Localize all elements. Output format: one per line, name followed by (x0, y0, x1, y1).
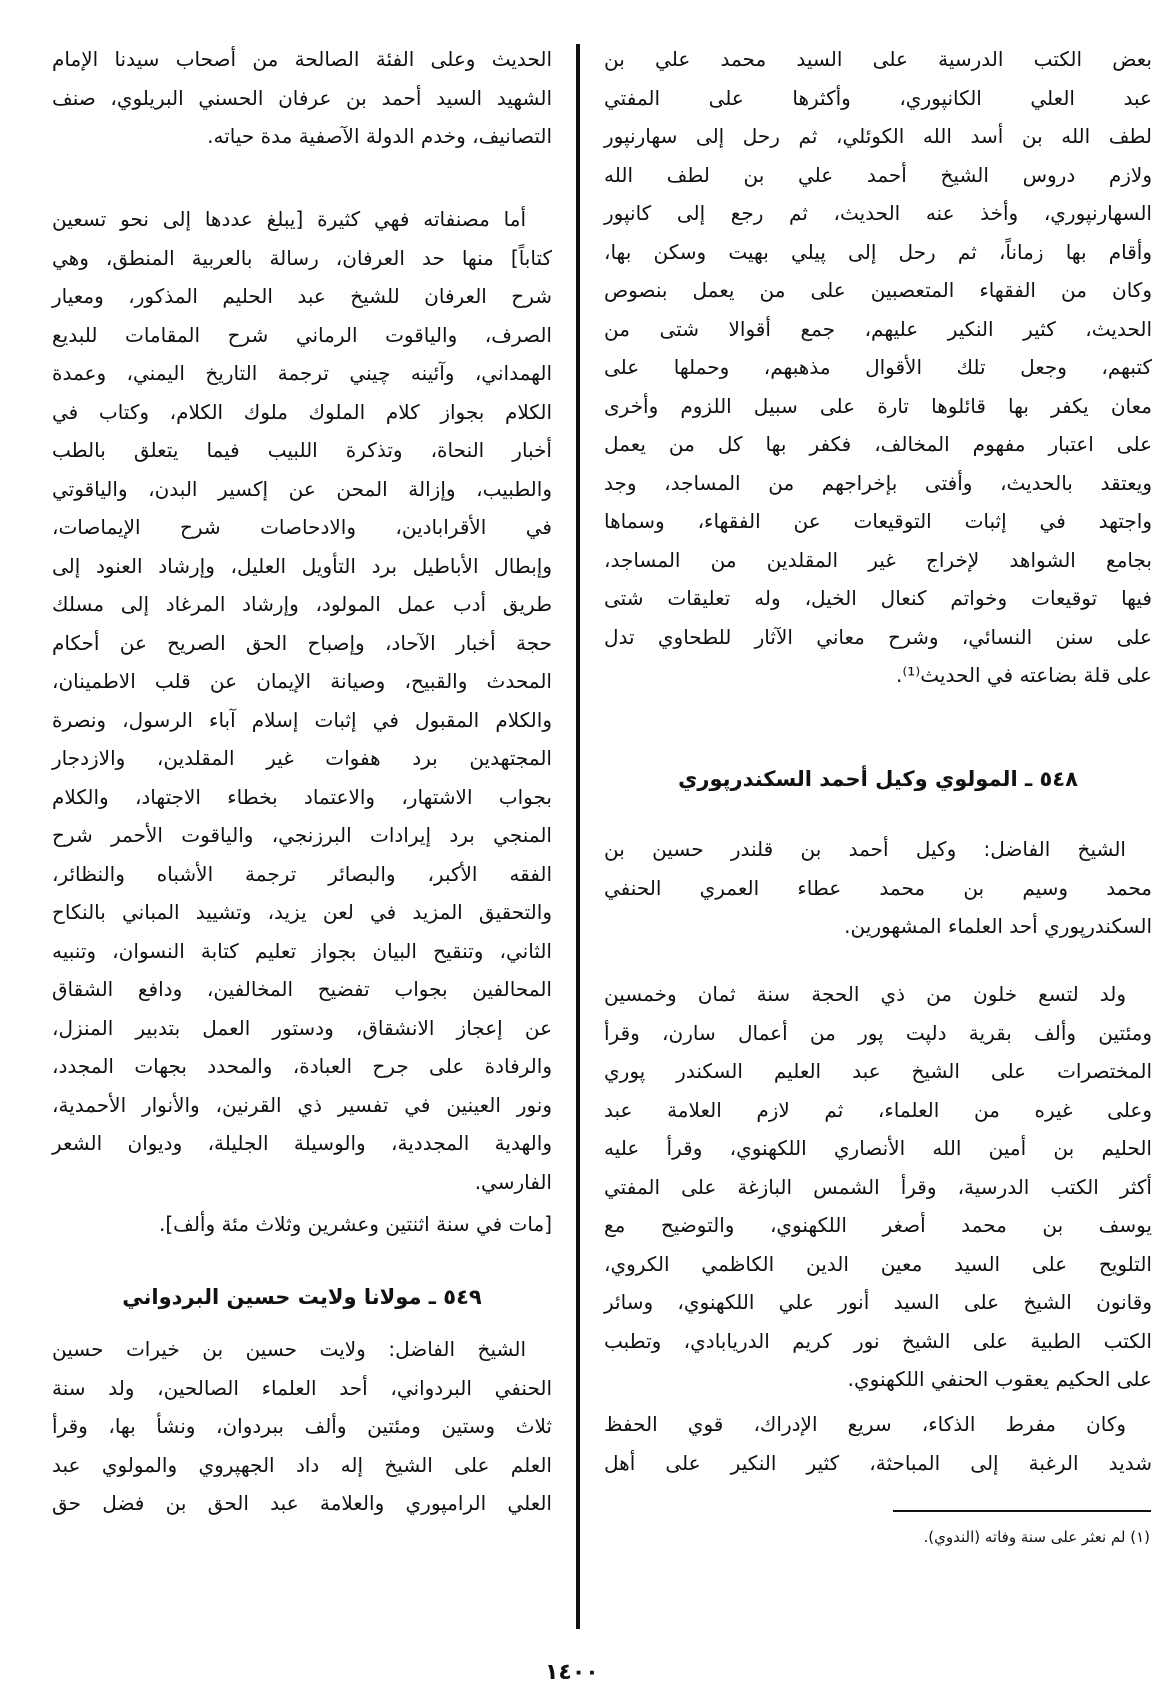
column-divider (576, 44, 580, 1629)
text-line: بجامع الشواهد لإخراج غير المقلدين من المساجد، (604, 547, 1152, 572)
text-line: العلم على الشيخ إله داد الجهپروي والمولوي عبد (52, 1452, 552, 1477)
text-line: الكتب الطبية على الشيخ نور كريم الدريابادي، وتطبب (604, 1328, 1152, 1353)
text-line: والرفادة على جرح العبادة، والمحدد بجهات المجدد، (52, 1054, 552, 1078)
text-line: حجة أخبار الآحاد، وإصباح الحق الصريح عن أحكام (52, 630, 552, 655)
text-line: ثلاث وستين ومئتين وألف ببردوان، ونشأ بها، وقرأ (52, 1414, 552, 1438)
text-line: الشيخ الفاضل: ولايت حسين بن خيرات حسين (52, 1337, 526, 1361)
footnote: (١) لم نعثر على سنة وفاته (الندوي). (923, 1528, 1150, 1546)
text-line: على سنن النسائي، وشرح معاني الآثار للطحاوي تدل (604, 624, 1152, 649)
page-number: ١٤٠٠ (545, 1660, 599, 1685)
paragraph (604, 1405, 1152, 1482)
text-line: التصانيف، وخدم الدولة الآصفية مدة حياته. (207, 124, 552, 148)
text-line: بجواب الاشتهار، والاعتماد بخطاء الاجتهاد، والكلام (52, 784, 552, 809)
text-line: أكثر الكتب الدرسية، وقرأ الشمس البازغة على المفتي (604, 1174, 1152, 1199)
text-line: كتبهم، وجعل تلك الأقوال مذهبهم، وحملها على (604, 355, 1152, 379)
text-line: المختصرات على الشيخ عبد العليم السكندر پوري (604, 1059, 1152, 1083)
text-line: الصرف، والياقوت الرماني شرح المقامات للبديع (52, 322, 552, 347)
text-line: المنجي برد إيرادات البرزنجي، والياقوت الأحمر شرح (52, 823, 552, 847)
text-line: العلي الرامپوري والعلامة عبد الحق بن فضل حق (52, 1491, 552, 1515)
text-line: الشهيد السيد أحمد بن عرفان الحسني البريلوي، صنف (52, 85, 552, 110)
text-line: وكان مفرط الذكاء، سريع الإدراك، قوي الحفظ (604, 1412, 1126, 1436)
text-line: المحالفين بجواب تفضيح المخالفين، ودافع الشقاق (52, 977, 552, 1001)
text-line: بعض الكتب الدرسية على السيد محمد علي بن (604, 47, 1152, 71)
text-line: وعلى غيره من العلماء، ثم لازم العلامة عبد (604, 1097, 1152, 1122)
text-line: ويعتقد بالحديث، وأفتى بإخراجهم من المساجد، وجد (604, 470, 1152, 495)
text-line: الحنفي البردواني، أحد العلماء الصالحين، ولد سنة (52, 1375, 552, 1400)
text-line: والكلام المقبول في إثبات إسلام آباء الرسول، ونصرة (52, 707, 552, 732)
text-line: ولد لتسع خلون من ذي الحجة سنة ثمان وخمسين (604, 982, 1126, 1006)
text-line: كتاباً] منها حد العرفان، رسالة بالعربية المنطق، وهي (52, 245, 552, 270)
text-line: التلويح على السيد معين الدين الكاظمي الكروي، (604, 1251, 1152, 1276)
text-line: والطبيب، وإزالة المحن عن إكسير البدن، والياقوتي (52, 476, 552, 501)
text-line: معان يكفر بها قائلوها تارة على سبيل اللزوم وأخرى (604, 393, 1152, 418)
text-line: طريق أدب عمل المولود، وإرشاد المرغاد إلى مسلك (52, 592, 552, 616)
text-line: والهدية المجددية، والوسيلة الجليلة، وديوان الشعر (52, 1131, 552, 1155)
text-line: يوسف بن محمد أصغر اللكهنوي، والتوضيح مع (604, 1213, 1152, 1237)
text-line: وقانون الشيخ على السيد أنور علي اللكهنوي، وسائر (604, 1290, 1152, 1314)
text-line: أخبار النحاة، وتذكرة اللبيب فيما يتعلق بالطب (52, 438, 552, 462)
text-line: الثاني، وتنقيح البيان بجواز تعليم كتابة النسوان، وتنبيه (52, 938, 552, 963)
text-line: أما مصنفاته فهي كثيرة [يبلغ عددها إلى نحو تسعين (52, 207, 526, 231)
text-line: والتحقيق المزيد في لعن يزيد، وتشييد المباني بالنكاح (52, 900, 552, 924)
paragraph (52, 1205, 552, 1244)
text-line: السهارنپوري، وأخذ عنه الحديث، ثم رجع إلى كانپور (604, 201, 1152, 225)
entry-heading: ٥٤٩ ـ مولانا ولايت حسين البردواني (122, 1285, 482, 1309)
text-line: فيها توقيعات وخواتم كنعال الخيل، وله تعليقات شتى (604, 586, 1152, 610)
text-line: المجتهدين برد هفوات غير المقلدين، والازدجار (52, 746, 552, 770)
text-line: الحديث وعلى الفئة الصالحة من أصحاب سيدنا الإمام (52, 47, 552, 71)
paragraph (52, 1330, 552, 1523)
text-line: ونور العينين في تفسير ذي القرنين، والأنوار الأحمدية، (52, 1092, 552, 1117)
text-line: شديد الرغبة إلى المباحثة، كثير النكير على أهل (604, 1450, 1152, 1475)
text-line: وكان من الفقهاء المتعصبين على من يعمل بنصوص (604, 278, 1152, 302)
paragraph (604, 40, 1152, 695)
text-line: واجتهد في إثبات التوقيعات عن الفقهاء، وسماها (604, 509, 1152, 533)
entry-heading: ٥٤٨ ـ المولوي وكيل أحمد السكندرپوري (678, 767, 1078, 791)
text-line: وإبطال الأباطيل برد التأويل العليل، وإرشاد العنود إلى (52, 553, 552, 578)
text-line: المحدث والقبيح، وصيانة الإيمان عن قلب الاطمينان، (52, 669, 552, 693)
text-line: السكندرپوري أحد العلماء المشهورين. (844, 914, 1152, 938)
text-line: لطف الله بن أسد الله الكوئلي، ثم رحل إلى سهارنپور (604, 124, 1152, 148)
text-line: شرح العرفان للشيخ عبد الحليم المذكور، ومعيار (52, 284, 552, 308)
text-line: الهمداني، وآئينه چيني ترجمة التاريخ اليمني، وعمدة (52, 361, 552, 385)
text-line: على اعتبار مفهوم المخالف، فكفر بها كل من يعمل (604, 432, 1152, 456)
paragraph (604, 975, 1152, 1399)
text-line: [مات في سنة اثنتين وعشرين وثلاث مئة وألف]. (158, 1212, 552, 1236)
text-line: الحليم بن أمين الله الأنصاري اللكهنوي، وقرأ عليه (604, 1136, 1152, 1160)
text-line: في الأقرابادين، والادحاصات شرح الإيماصات، (52, 515, 552, 539)
text-line: الفقه الأكبر، والبصائر ترجمة الأشباه والنظائر، (52, 861, 552, 886)
paragraph (604, 830, 1152, 946)
text-line: عبد العلي الكانپوري، وأكثرها على المفتي (604, 85, 1152, 110)
text-line: الحديث، كثير النكير عليهم، جمع أقوالا شتى من (604, 316, 1152, 341)
text-line: الشيخ الفاضل: وكيل أحمد بن قلندر حسين بن (604, 837, 1126, 861)
text-line: ولازم دروس الشيخ أحمد علي بن لطف الله (604, 162, 1152, 187)
text-line: عن إعجاز الانشقاق، ودستور العمل بتدبير المنزل، (52, 1015, 552, 1040)
paragraph (52, 40, 552, 156)
text-line: على الحكيم يعقوب الحنفي اللكهنوي. (847, 1367, 1152, 1391)
text-line: الفارسي. (474, 1169, 552, 1194)
text-line: ومئتين وألف بقرية دلپت پور من أعمال سارن، وقرأ (604, 1020, 1152, 1045)
footnote-separator (893, 1510, 1151, 1512)
text-line: وأقام بها زماناً، ثم رحل إلى پيلي بهيت وسكن بها، (604, 239, 1152, 264)
text-line: على قلة بضاعته في الحديث⁽¹⁾. (896, 663, 1152, 687)
paragraph (52, 200, 552, 1201)
text-line: الكلام بجواز كلام الملوك ملوك الكلام، وكتاب في (52, 399, 552, 424)
text-line: محمد وسيم بن محمد عطاء العمري الحنفي (604, 875, 1152, 900)
